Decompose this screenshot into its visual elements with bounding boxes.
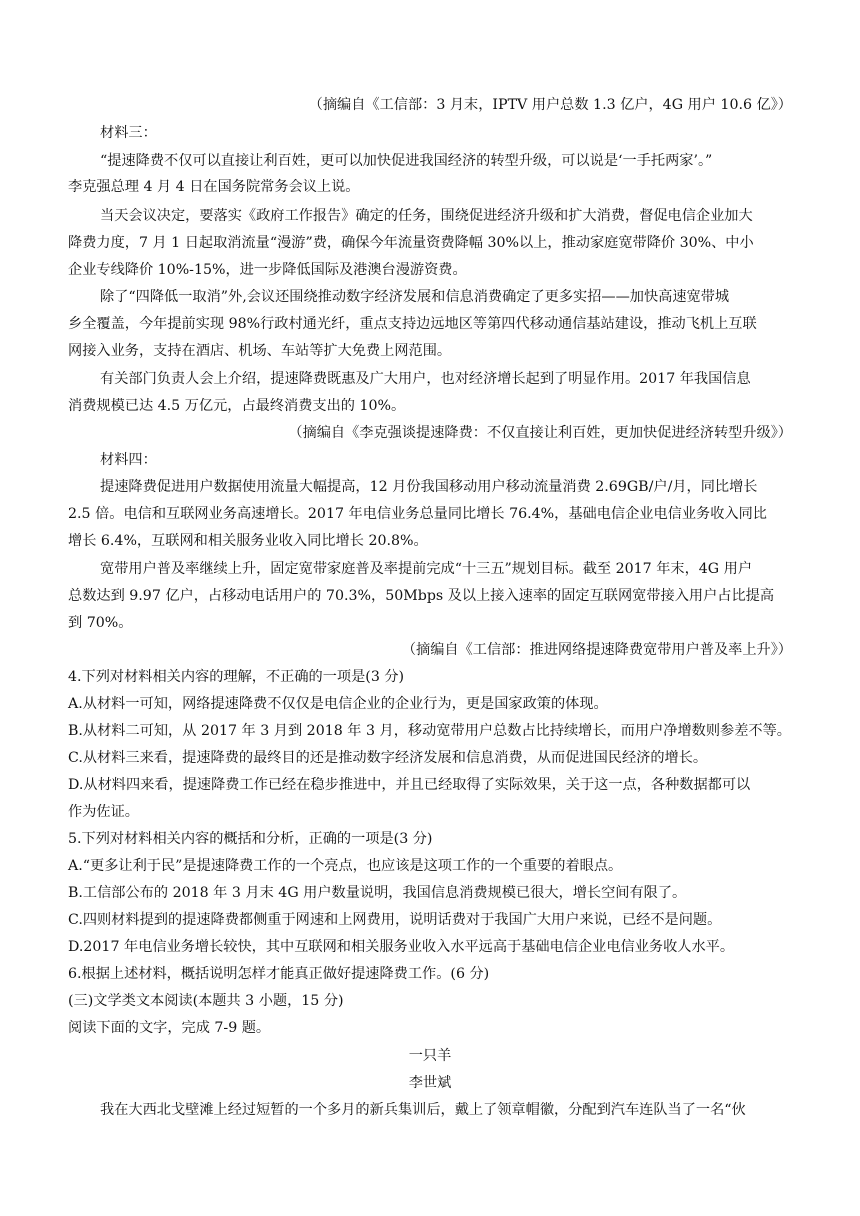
section-heading: (三)文学类文本阅读(本题共 3 小题，15 分) xyxy=(68,993,344,1009)
q5-option-c: C.四则材料提到的提速降费都侧重于网速和上网费用，说明话费对于我国广大用户来说，已经不是问题。 xyxy=(68,912,722,928)
material-4-heading: 材料四： xyxy=(100,452,157,468)
paragraph-line: 提速降费促进用户数据使用流量大幅提高，12 月份我国移动用户移动流量消费 2.69GB/户/月，同比增长 xyxy=(100,479,758,495)
paragraph-line: 乡全覆盖，今年提前实现 98%行政村通光纤，重点支持边远地区等第四代移动通信基站建设，推动飞机上互联 xyxy=(68,316,757,332)
q5-option-d: D.2017 年电信业务增长较快，其中互联网和相关服务业收入水平远高于基础电信企业电信业务收人水平。 xyxy=(68,939,735,955)
paragraph-line: 总数达到 9.97 亿户，占移动电话用户的 70.3%，50Mbps 及以上接入速率的固定互联网宽带接入用户占比提高 xyxy=(68,588,775,604)
story-title: 一只羊 xyxy=(408,1048,452,1064)
q4-option-b: B.从材料二可知，从 2017 年 3 月到 2018 年 3 月，移动宽带用户总数占比持续增长，而用户净增数则参差不等。 xyxy=(68,723,791,739)
paragraph-line: 消费规模已达 4.5 万亿元，占最终消费支出的 10%。 xyxy=(68,398,406,414)
paragraph-line: “提速降费不仅可以直接让利百姓，更可以加快促进我国经济的转型升级，可以说是‘一手托两家’。” xyxy=(100,153,713,169)
source-note-3: （摘编自《李克强谈提速降费：不仅直接让利百姓，更加快促进经济转型升级》） xyxy=(288,425,792,441)
source-note-2: （摘编自《工信部：3 月末，IPTV 用户总数 1.3 亿户，4G 用户 10.6 亿》） xyxy=(308,97,792,113)
paragraph-line: 当天会议决定，要落实《政府工作报告》确定的任务，围绕促进经济升级和扩大消费，督促电信企业加大 xyxy=(100,208,753,224)
source-note-4: （摘编自《工信部：推进网络提速降费宽带用户普及率上升》） xyxy=(401,642,792,658)
q4-option-a: A.从材料一可知，网络提速降费不仅仅是电信企业的企业行为，更是国家政策的体现。 xyxy=(68,696,608,712)
paragraph-line: 李克强总理 4 月 4 日在国务院常务会议上说。 xyxy=(68,179,360,195)
paragraph-line: 宽带用户普及率继续上升，固定宽带家庭普及率提前完成“十三五”规划目标。截至 2017 年末，4G 用户 xyxy=(100,561,753,577)
material-3-heading: 材料三： xyxy=(100,125,157,141)
q5-option-b: B.工信部公布的 2018 年 3 月末 4G 用户数量说明，我国信息消费规模已很大，增长空间有限了。 xyxy=(68,885,687,901)
paragraph-line: 2.5 倍。电信和互联网业务高速增长。2017 年电信业务总量同比增长 76.4%，基础电信企业电信业务收入同比 xyxy=(68,506,767,522)
q4-option-d: D.从材料四来看，提速降费工作已经在稳步推进中，并且已经取得了实际效果，关于这一点，各种数据都可以 xyxy=(68,777,751,793)
paragraph-line: 到 70%。 xyxy=(68,615,133,631)
paragraph-line: 除了“四降低一取消”外,会议还围绕推动数字经济发展和信息消费确定了更多实招——加快高速宽带城 xyxy=(100,289,730,305)
q5-option-a: A.“更多让利于民”是提速降费工作的一个亮点，也应该是这项工作的一个重要的着眼点。 xyxy=(68,858,623,874)
story-first-line: 我在大西北戈壁滩上经过短暂的一个多月的新兵集训后，戴上了领章帽徽，分配到汽车连队当了一名“伙 xyxy=(100,1102,746,1118)
story-author: 李世斌 xyxy=(408,1075,452,1091)
question-6: 6.根据上述材料，概括说明怎样才能真正做好提速降费工作。(6 分) xyxy=(68,966,490,982)
paragraph-line: 有关部门负责人会上介绍，提速降费既惠及广大用户，也对经济增长起到了明显作用。2017 年我国信息 xyxy=(100,371,751,387)
paragraph-line: 企业专线降价 10%-15%，进一步降低国际及港澳台漫游资费。 xyxy=(68,262,467,278)
paragraph-line: 降费力度，7 月 1 日起取消流量“漫游”费，确保今年流量资费降幅 30%以上，推动家庭宽带降价 30%、中小 xyxy=(68,235,754,251)
q4-option-d-cont: 作为佐证。 xyxy=(68,804,139,820)
question-5: 5.下列对材料相关内容的概括和分析，正确的一项是(3 分) xyxy=(68,831,433,847)
reading-instruction: 阅读下面的文字，完成 7-9 题。 xyxy=(68,1020,271,1036)
paragraph-line: 网接入业务，支持在酒店、机场、车站等扩大免费上网范围。 xyxy=(68,343,452,359)
q4-option-c: C.从材料三来看，提速降费的最终目的还是推动数字经济发展和信息消费，从而促进国民经济的增长。 xyxy=(68,750,708,766)
question-4: 4.下列对材料相关内容的理解，不正确的一项是(3 分) xyxy=(68,669,405,685)
paragraph-line: 增长 6.4%，互联网和相关服务业收入同比增长 20.8%。 xyxy=(68,533,428,549)
